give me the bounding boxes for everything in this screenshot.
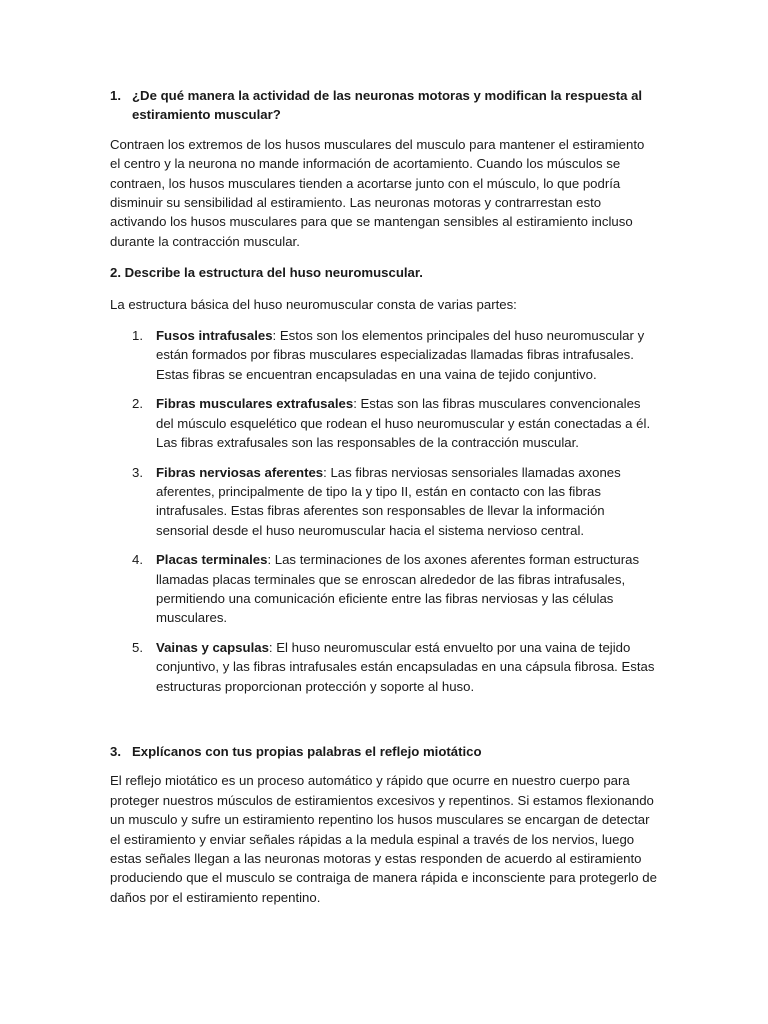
list-item — [132, 550, 658, 628]
list-item-term: Fibras nerviosas aferentes — [156, 464, 324, 480]
question-3-heading — [110, 742, 658, 761]
list-item-text: : Estos son los elementos principales del huso neuromuscular y están formados por fibras musculares especializadas llamadas fibras intrafusales. Estas fibras se encuentran encapsuladas en una vaina de tejido conjuntivo. — [156, 328, 645, 382]
list-item — [132, 638, 658, 696]
list-item-number: 3. — [132, 464, 143, 480]
question-1-answer: Contraen los extremos de los husos musculares del musculo para mantener el estiramiento el centro y la neurona no mande información de acortamiento. Cuando los músculos se contraen, los husos musculares tienden a acortarse junto con el músculo, lo que podría disminuir su sensibilidad al estiramiento. Las neuronas motoras y contrarrestan esto activando los husos musculares para que se mantengan sensibles al estiramiento incluso durante la contracción muscular. — [110, 136, 645, 249]
list-item-text: : Las terminaciones de los axones aferentes forman estructuras llamadas placas terminales que se enroscan alrededor de las fibras intrafusales, permitiendo una comunicación eficiente entre las fibras nerviosas y las células musculares. — [156, 552, 640, 626]
question-1-number: 1. — [110, 88, 121, 103]
list-item — [132, 463, 658, 541]
question-3-title: Explícanos con tus propias palabras el reflejo miotático — [132, 743, 482, 759]
list-item — [132, 394, 658, 452]
question-1-heading — [110, 86, 658, 125]
list-item-text: : Las fibras nerviosas sensoriales llamadas axones aferentes, principalmente de tipo Ia y tipo II, están en contacto con las fibras intrafusales. Estas fibras aferentes son responsables de llevar la información sensorial desde el huso neuromuscular hacia el sistema nervioso central. — [156, 464, 621, 538]
list-item-term: Vainas y capsulas — [156, 639, 269, 655]
list-item-term: Fibras musculares extrafusales — [156, 396, 354, 412]
list-item-number: 2. — [132, 396, 143, 412]
structure-list — [110, 326, 658, 696]
question-2-intro: La estructura básica del huso neuromuscular consta de varias partes: — [110, 296, 517, 312]
question-2-heading: 2. Describe la estructura del huso neuromuscular. — [110, 265, 423, 281]
list-item-text: : El huso neuromuscular está envuelto por una vaina de tejido conjuntivo, y las fibras intrafusales están encapsuladas en una cápsula fibrosa. Estas estructuras proporcionan protección y soporte al huso. — [156, 639, 655, 694]
list-item-text: : Estas son las fibras musculares convencionales del músculo esquelético que rodean el huso neuromuscular y están conectadas a él. Las fibras extrafusales son las responsables de la contracción muscular. — [156, 396, 651, 451]
question-3-number: 3. — [110, 743, 121, 759]
list-item-term: Placas terminales — [156, 552, 268, 568]
list-item — [132, 326, 658, 384]
list-item-term: Fusos intrafusales — [156, 328, 273, 344]
question-1-title: ¿De qué manera la actividad de las neuronas motoras y modifican la respuesta al estiramiento muscular? — [132, 88, 643, 123]
list-item-number: 1. — [132, 328, 143, 344]
question-3-answer: El reflejo miotático es un proceso automático y rápido que ocurre en nuestro cuerpo para proteger nuestros músculos de estiramientos excesivos y repentinos. Si estamos flexionando un musculo y sufre un estiramiento repentino los husos musculares se encargan de detectar el estiramiento y enviar señales rápidas a la medula espinal a través de los nervios, luego estas señales llegan a las neuronas motoras y estas responden de acuerdo al estiramiento produciendo que el musculo se contraiga de manera rápida e inconsciente para protegerlo de daños por el estiramiento repentino. — [110, 773, 657, 905]
list-item-number: 4. — [132, 552, 143, 568]
list-item-number: 5. — [132, 639, 143, 655]
